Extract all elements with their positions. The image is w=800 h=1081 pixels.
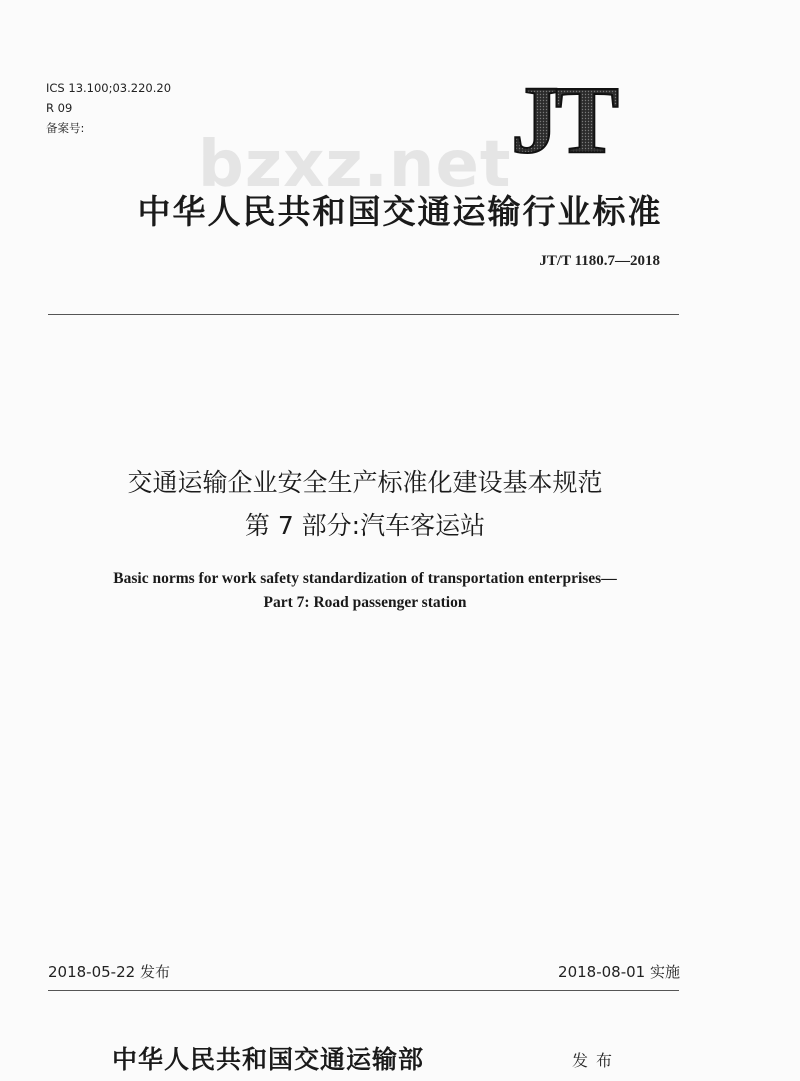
issue-label: 发布 [572, 1051, 621, 1070]
publication-date: 2018-05-22 发布 [48, 963, 170, 981]
watermark: bzxz.net [198, 128, 512, 202]
ics-code: ICS 13.100;03.220.20 [46, 81, 172, 95]
ccs-code: R 09 [46, 101, 73, 115]
english-title-line-2: Part 7: Road passenger station [263, 594, 467, 611]
bottom-divider [48, 990, 679, 991]
chinese-title-line-1: 交通运输企业安全生产标准化建设基本规范 [127, 468, 603, 497]
record-number: 备案号: [46, 121, 85, 135]
implementation-date: 2018-08-01 实施 [558, 963, 680, 981]
english-title-line-1: Basic norms for work safety standardization of transportation enterprises— [113, 570, 617, 587]
industry-standard-title: 中华人民共和国交通运输行业标准 [137, 192, 663, 231]
svg-text:JT: JT [510, 78, 616, 160]
top-divider [48, 314, 679, 315]
standard-code: JT/T 1180.7—2018 [539, 253, 660, 269]
issuing-authority: 中华人民共和国交通运输部 [112, 1045, 425, 1074]
chinese-title-line-2: 第 7 部分:汽车客运站 [244, 511, 486, 540]
